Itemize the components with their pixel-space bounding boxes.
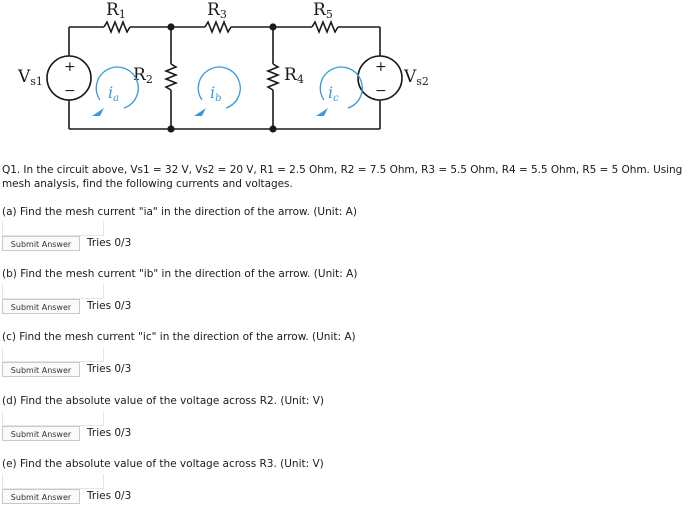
mesh-b-arrow-icon	[194, 108, 206, 116]
label-r5: R5	[313, 0, 333, 21]
part-c-answer-input[interactable]	[2, 347, 104, 362]
part-c-tries: Tries 0/3	[87, 363, 132, 375]
part-e-submit-button[interactable]: Submit Answer	[2, 489, 80, 504]
part-b-answer-input[interactable]	[2, 284, 104, 299]
label-r4: R4	[284, 65, 304, 86]
part-b-tries: Tries 0/3	[87, 300, 132, 312]
circuit-diagram	[0, 0, 700, 160]
vs2-plus-sign: +	[375, 59, 387, 75]
problem-statement: Q1. In the circuit above, Vs1 = 32 V, Vs2 = 20 V, R1 = 2.5 Ohm, R2 = 7.5 Ohm, R3 = 5.5 Ohm, R4 = 5.5 Ohm, R5 = 5 Ohm. Using mesh analysis, find the following currents and voltages.	[2, 164, 683, 190]
mesh-c-arrow-icon	[316, 108, 328, 116]
label-vs1: Vs1	[18, 67, 43, 88]
label-vs2: Vs2	[404, 67, 429, 88]
part-c-question: (c) Find the mesh current "ic" in the direction of the arrow. (Unit: A)	[2, 331, 356, 343]
part-c-submit-button[interactable]: Submit Answer	[2, 362, 80, 377]
part-d-submit-button[interactable]: Submit Answer	[2, 426, 80, 441]
vs1-plus-sign: +	[64, 59, 76, 75]
label-r1: R1	[106, 0, 126, 21]
label-r2: R2	[133, 65, 153, 86]
part-b-question: (b) Find the mesh current "ib" in the direction of the arrow. (Unit: A)	[2, 268, 358, 280]
label-ic: ic	[328, 83, 339, 104]
part-b-submit-button[interactable]: Submit Answer	[2, 299, 80, 314]
label-r3: R3	[207, 0, 227, 21]
part-e-answer-input[interactable]	[2, 474, 104, 489]
vs1-minus-sign: −	[64, 83, 76, 99]
part-d-question: (d) Find the absolute value of the voltage across R2. (Unit: V)	[2, 395, 324, 407]
part-a-question: (a) Find the mesh current "ia" in the direction of the arrow. (Unit: A)	[2, 206, 357, 218]
vs2-minus-sign: −	[375, 83, 387, 99]
part-e-question: (e) Find the absolute value of the voltage across R3. (Unit: V)	[2, 458, 324, 470]
part-a-tries: Tries 0/3	[87, 237, 132, 249]
part-d-answer-input[interactable]	[2, 411, 104, 426]
part-a-submit-button[interactable]: Submit Answer	[2, 236, 80, 251]
label-ib: ib	[210, 83, 222, 104]
label-ia: ia	[108, 83, 120, 104]
part-e-tries: Tries 0/3	[87, 490, 132, 502]
part-d-tries: Tries 0/3	[87, 427, 132, 439]
mesh-a-arrow-icon	[92, 108, 104, 116]
part-a-answer-input[interactable]	[2, 221, 104, 236]
